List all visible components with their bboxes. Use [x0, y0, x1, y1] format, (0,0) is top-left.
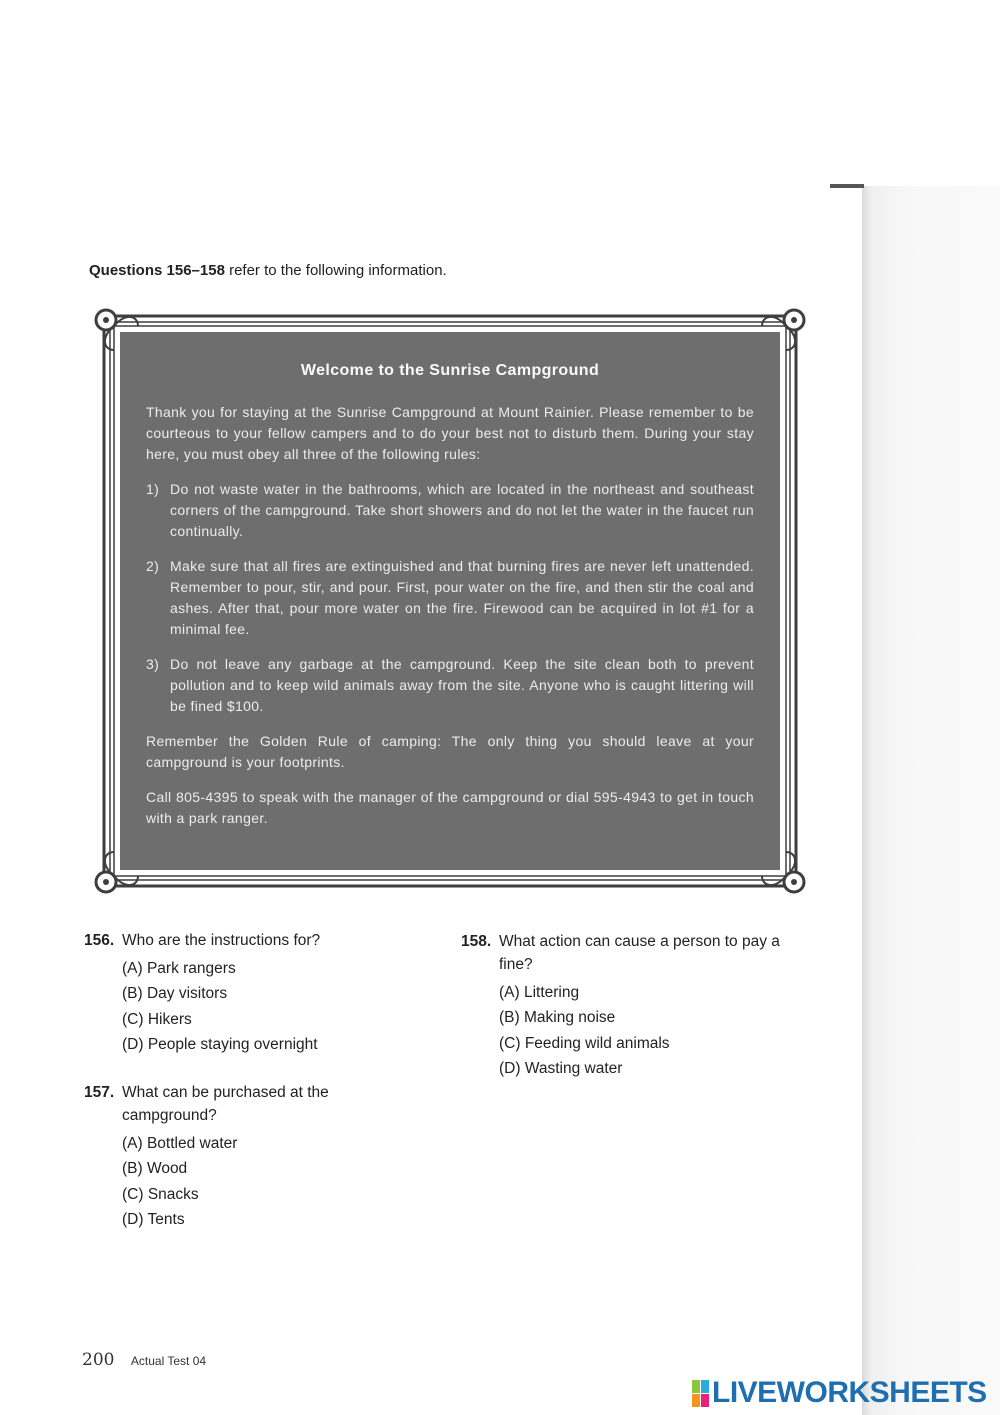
rule-number: 2)	[146, 558, 160, 574]
answer-option[interactable]: (D) People staying overnight	[122, 1035, 318, 1053]
answer-option[interactable]: (D) Tents	[122, 1210, 185, 1228]
question-number: 156.	[84, 932, 115, 949]
answer-option[interactable]: (C) Feeding wild animals	[499, 1034, 670, 1052]
answer-option[interactable]: (B) Day visitors	[122, 985, 228, 1003]
rule-item	[146, 479, 754, 542]
answer-option[interactable]: (B) Wood	[122, 1160, 188, 1178]
notice-body	[146, 402, 754, 843]
page-edge-shadow	[862, 186, 1000, 1415]
answer-option[interactable]: (A) Littering	[499, 984, 580, 1001]
questions-intro-text: refer to the following information.	[224, 262, 447, 279]
question-number: 158.	[461, 933, 492, 950]
question-156	[84, 929, 384, 1057]
brand-name: LIVEWORKSHEETS	[712, 1376, 987, 1409]
answer-option[interactable]: (A) Park rangers	[122, 960, 236, 977]
answer-option[interactable]: (C) Hikers	[122, 1010, 192, 1028]
rule-number: 1)	[146, 481, 160, 497]
question-number: 157.	[84, 1084, 115, 1101]
liveworksheets-logo-icon	[692, 1380, 708, 1406]
page-number: 200	[82, 1350, 115, 1370]
notice-intro: Thank you for staying at the Sunrise Campground at Mount Rainier. Please remember to be courteous to your fellow campers and to do your best not to disturb them. During your stay here, you must obey all three of the following rules:	[146, 404, 754, 462]
question-text: Who are the instructions for?	[122, 932, 321, 949]
question-text: What action can cause a person to pay a fine?	[499, 933, 780, 973]
rule-item	[146, 556, 754, 640]
answer-option[interactable]: (A) Bottled water	[122, 1135, 238, 1152]
page-edge-line	[830, 184, 864, 188]
rule-item	[146, 654, 754, 717]
answer-option[interactable]: (B) Making noise	[499, 1009, 616, 1027]
rule-text: Do not waste water in the bathrooms, which are located in the northeast and southeast corners of the campground. Take short showers and do not let the water in the faucet run continually.	[170, 481, 754, 539]
questions-intro	[89, 262, 447, 279]
rule-text: Make sure that all fires are extinguished and that burning fires are never left unattended. Remember to pour, stir, and pour. First, pour water on the fire, and then stir the coal and ashes. After that, pour more water on the fire. Firewood can be acquired in lot #1 for a minimal fee.	[170, 558, 754, 637]
question-text: What can be purchased at the campground?	[122, 1084, 329, 1124]
liveworksheets-brand[interactable]	[692, 1376, 987, 1410]
answer-option[interactable]: (D) Wasting water	[499, 1059, 623, 1077]
rule-text: Do not leave any garbage at the campground. Keep the site clean both to prevent pollution and to keep wild animals away from the site. Anyone who is caught littering will be fined $100.	[170, 656, 754, 714]
answer-option[interactable]: (C) Snacks	[122, 1185, 199, 1203]
rule-number: 3)	[146, 656, 160, 672]
question-158	[461, 930, 806, 1081]
page-footer	[82, 1350, 206, 1370]
book-title: Actual Test 04	[130, 1354, 207, 1368]
contact-info: Call 805-4395 to speak with the manager of the campground or dial 595-4943 to get in touch with a park ranger.	[146, 789, 754, 826]
questions-range: Questions 156–158	[89, 262, 225, 279]
golden-rule: Remember the Golden Rule of camping: The only thing you should leave at your campground is your footprints.	[146, 733, 754, 770]
campground-notice	[86, 302, 814, 900]
question-157	[84, 1081, 384, 1232]
notice-title: Welcome to the Sunrise Campground	[300, 362, 600, 379]
